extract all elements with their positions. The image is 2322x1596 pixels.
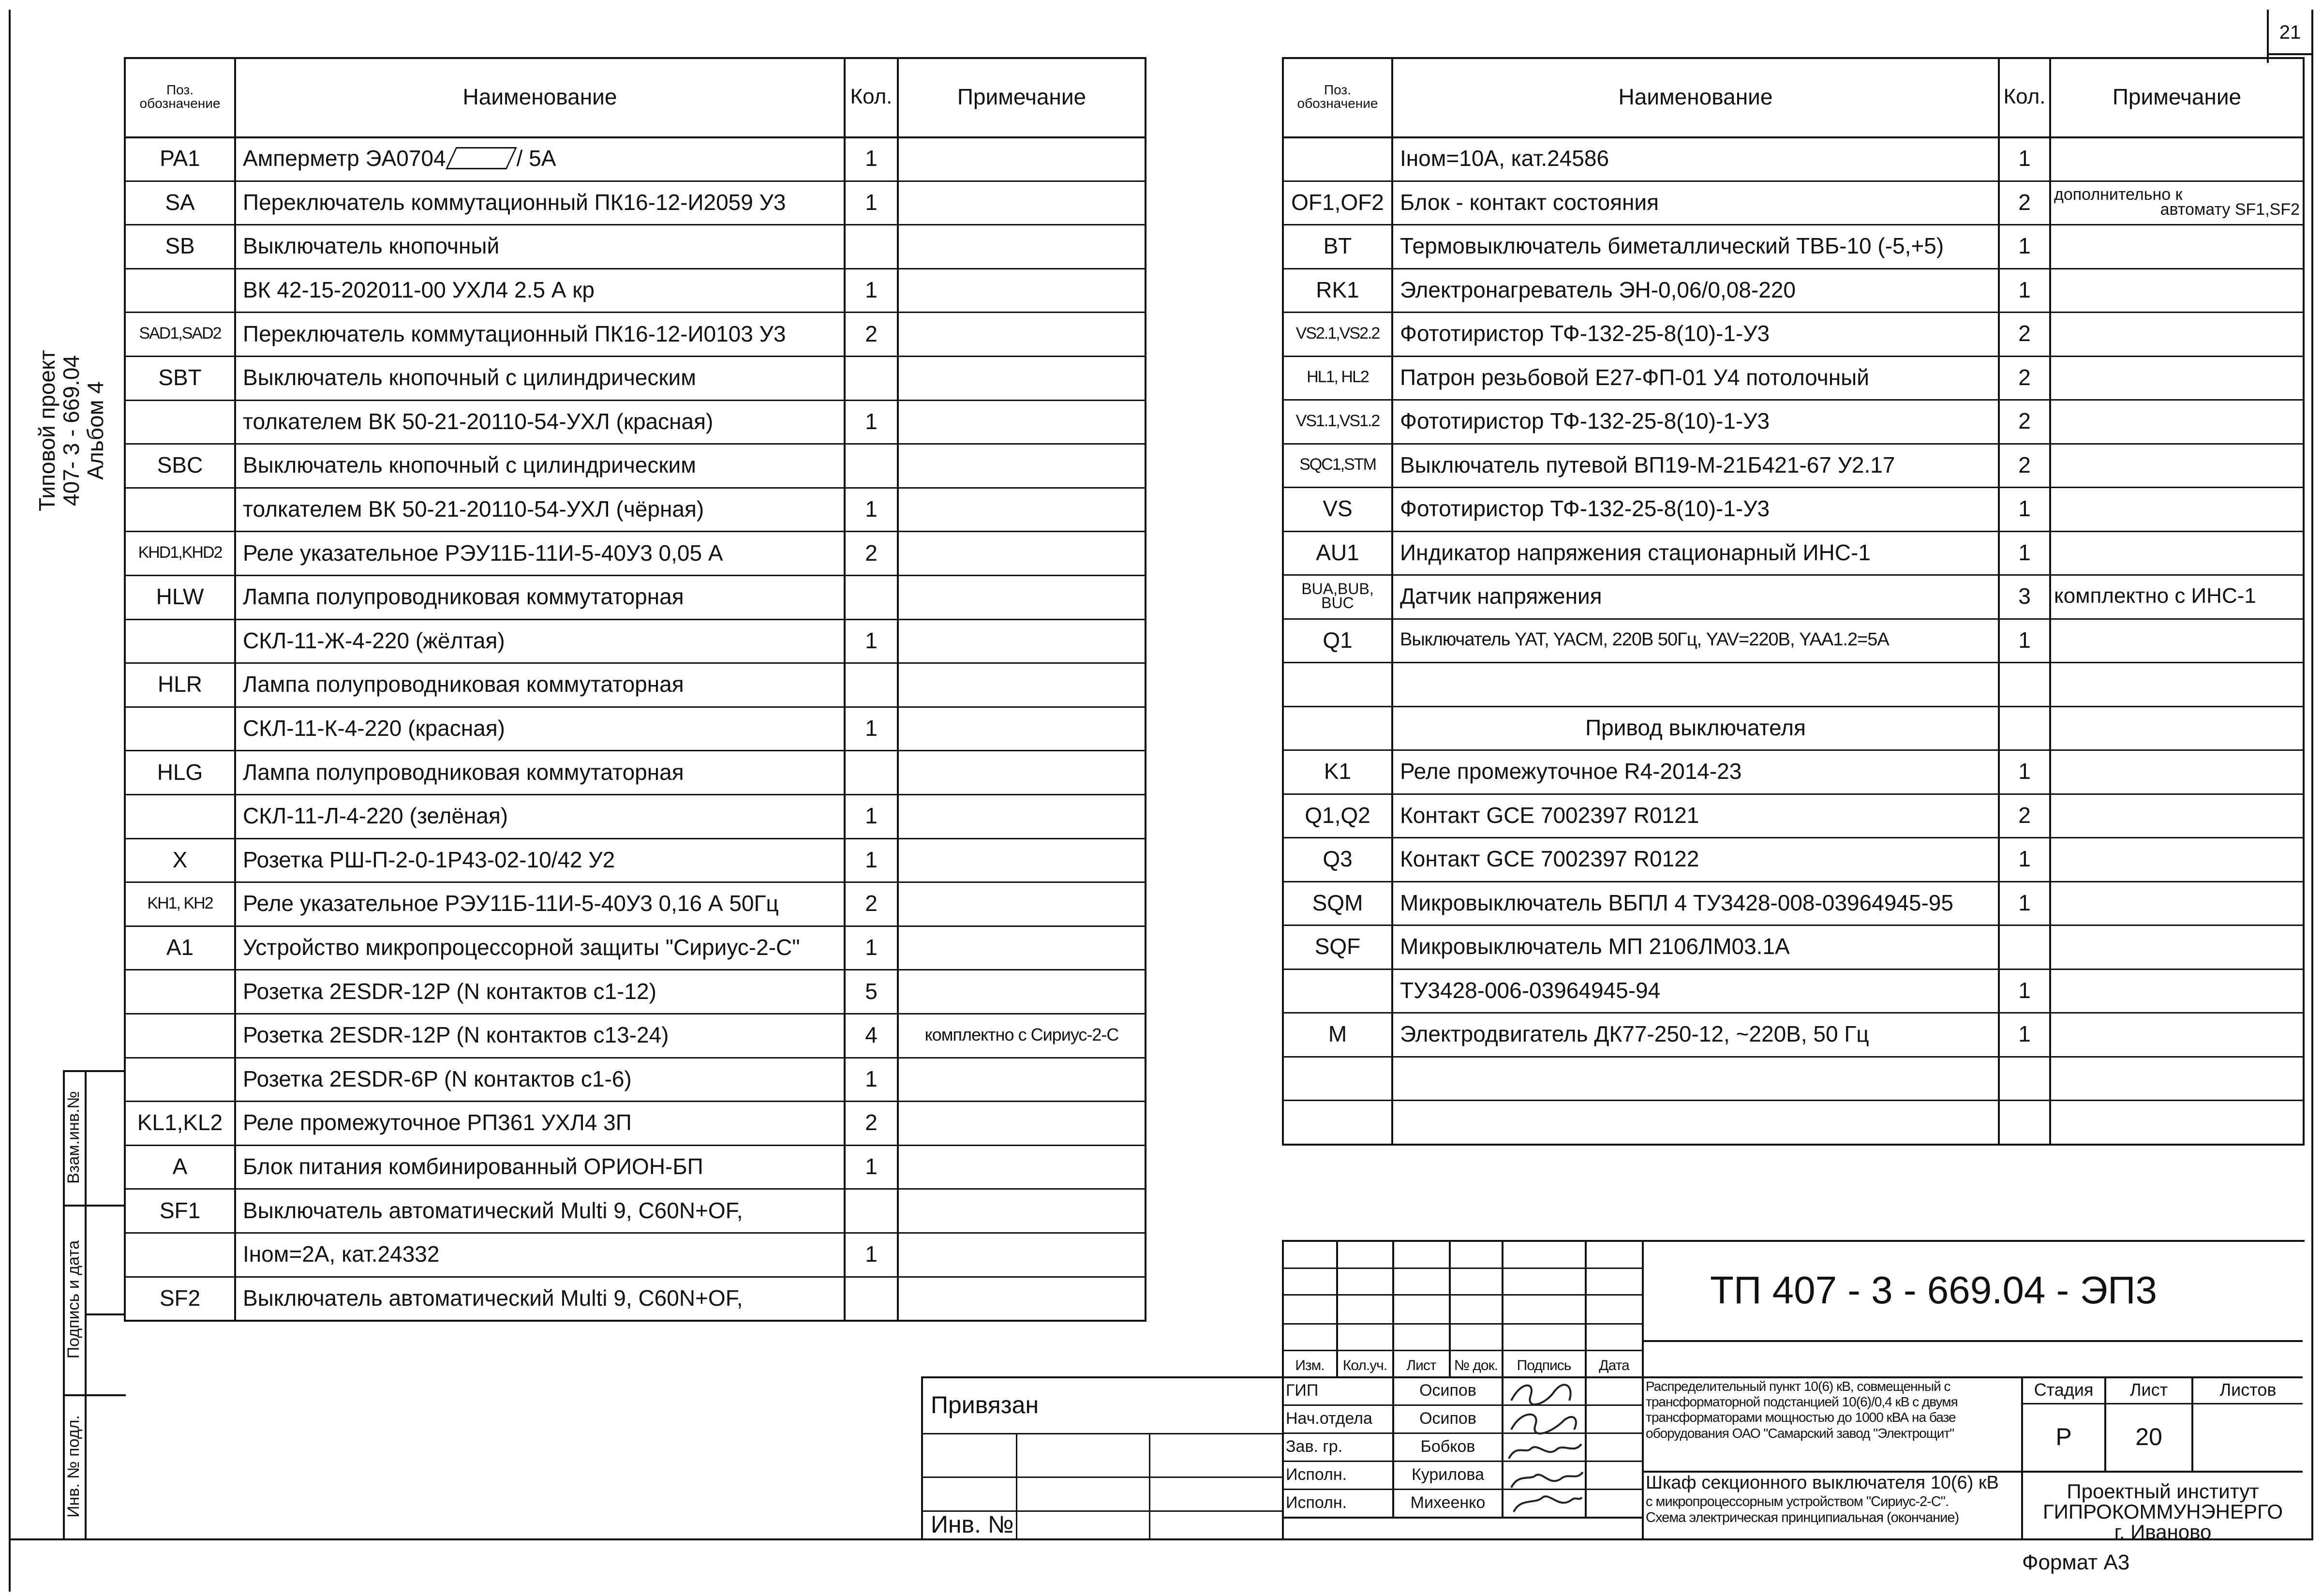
row-name: Привод выключателя bbox=[1585, 715, 1806, 740]
row-note bbox=[2051, 881, 2303, 925]
row-name: Выключатель автоматический Multi 9, C60N+OF, bbox=[243, 1197, 743, 1223]
row-name bbox=[1393, 1100, 1998, 1144]
frame-bottom-line bbox=[9, 1538, 2313, 1540]
row-note bbox=[899, 619, 1145, 663]
code-row-line bbox=[1642, 1340, 2303, 1342]
format-label: Формат А3 bbox=[2022, 1551, 2130, 1574]
role-label: Исполн. bbox=[1286, 1465, 1347, 1484]
row-pos: SQC1,STM bbox=[1299, 455, 1376, 474]
row-name: Выключатель кнопочный с цилиндрическим bbox=[243, 452, 696, 478]
row-note bbox=[899, 794, 1145, 838]
header-pos-line2: обозначение bbox=[139, 96, 221, 111]
role-row-line bbox=[1282, 1517, 1642, 1519]
header-name: Наименование bbox=[462, 84, 617, 109]
row-pos bbox=[1284, 706, 1391, 750]
row-qty: 1 bbox=[865, 189, 878, 215]
sheet-title bbox=[1646, 1473, 2019, 1537]
row-pos: SF1 bbox=[159, 1197, 201, 1223]
sheets-label: Листов bbox=[2219, 1379, 2277, 1400]
row-qty: 1 bbox=[865, 627, 878, 653]
title-col-header: Лист bbox=[1406, 1357, 1436, 1373]
row-name: Электродвигатель ДК77-250-12, ~220В, 50 Гц bbox=[1400, 1021, 1869, 1047]
role-label: ГИП bbox=[1286, 1381, 1319, 1400]
row-qty: 2 bbox=[865, 540, 878, 566]
row-name: Розетка 2ESDR-12P (N контактов c1-12) bbox=[243, 978, 656, 1004]
signature-scribbles bbox=[1502, 1376, 1585, 1517]
row-name: Микровыключатель МП 2106ЛМ03.1А bbox=[1400, 934, 1790, 959]
row-qty: 2 bbox=[865, 321, 878, 346]
row-pos bbox=[1284, 662, 1391, 706]
row-pos: KH1, KH2 bbox=[147, 894, 213, 912]
row-pos bbox=[1284, 1056, 1391, 1100]
row-qty: 2 bbox=[2018, 364, 2031, 390]
row-note bbox=[899, 180, 1145, 224]
project-description bbox=[1646, 1379, 2019, 1470]
row-note-line1: дополнительно к bbox=[2054, 185, 2183, 204]
row-pos bbox=[126, 794, 234, 838]
row-qty: 2 bbox=[865, 891, 878, 916]
row-name: Контакт GCE 7002397 R0122 bbox=[1400, 846, 1699, 872]
row-pos bbox=[126, 1232, 234, 1276]
row-pos bbox=[126, 969, 234, 1013]
row-qty: 4 bbox=[865, 1022, 878, 1048]
row-name bbox=[236, 136, 844, 180]
header-pos-line1: Поз. bbox=[1324, 82, 1351, 97]
row-qty: 1 bbox=[865, 1154, 878, 1179]
signatures bbox=[1502, 1376, 1585, 1517]
row-pos: K1 bbox=[1324, 759, 1352, 784]
column-line bbox=[1145, 57, 1146, 1320]
row-qty: 1 bbox=[2018, 496, 2031, 522]
header-name: Наименование bbox=[1618, 84, 1773, 109]
row-pos: HLR bbox=[157, 671, 203, 697]
row-pos: SBT bbox=[158, 365, 202, 390]
row-pos: VS2.1,VS2.2 bbox=[1295, 324, 1380, 343]
row-pos bbox=[126, 1013, 234, 1057]
row-pos: VS1.1,VS1.2 bbox=[1295, 411, 1380, 430]
row-pos: OF1,OF2 bbox=[1291, 189, 1384, 215]
row-pos bbox=[126, 619, 234, 663]
row-pos bbox=[1284, 969, 1391, 1013]
role-name: Бобков bbox=[1420, 1437, 1475, 1456]
row-note bbox=[899, 575, 1145, 619]
role-name: Курилова bbox=[1411, 1465, 1485, 1484]
row-note bbox=[899, 136, 1145, 180]
row-note bbox=[2051, 662, 2303, 706]
row-qty: 1 bbox=[2018, 277, 2031, 302]
row-note bbox=[899, 356, 1145, 400]
row-qty: 1 bbox=[2018, 890, 2031, 915]
row-note bbox=[2051, 531, 2303, 575]
title-col-header: Дата bbox=[1599, 1357, 1629, 1373]
row-note bbox=[899, 750, 1145, 794]
row-qty bbox=[2000, 706, 2049, 750]
row-name: Микровыключатель ВБПЛ 4 ТУ3428-008-03964945-95 bbox=[1400, 890, 1953, 915]
row-qty: 1 bbox=[865, 496, 878, 522]
row-qty: 2 bbox=[2018, 802, 2031, 828]
role-label: Зав. гр. bbox=[1286, 1437, 1343, 1456]
row-qty: 1 bbox=[2018, 977, 2031, 1003]
row-qty: 1 bbox=[2018, 233, 2031, 259]
row-pos-line1: BUA,BUB, bbox=[1301, 580, 1374, 598]
row-qty: 5 bbox=[865, 978, 878, 1004]
privyazan-row-line bbox=[921, 1477, 1282, 1478]
row-name: Датчик напряжения bbox=[1400, 583, 1602, 609]
side-project-line-3: Альбом 4 bbox=[83, 381, 108, 480]
row-note bbox=[2051, 180, 2303, 224]
sheet-title-line: Шкаф секционного выключателя 10(6) кВ bbox=[1646, 1473, 1999, 1493]
row-qty: 2 bbox=[2018, 321, 2031, 346]
row-note bbox=[899, 925, 1145, 970]
row-qty bbox=[2000, 662, 2049, 706]
title-col-header: № док. bbox=[1454, 1357, 1498, 1373]
role-name: Осипов bbox=[1419, 1381, 1476, 1400]
title-col-header: Подпись bbox=[1517, 1357, 1571, 1373]
role-col-line bbox=[1449, 1355, 1451, 1376]
row-pos: SF2 bbox=[159, 1285, 201, 1311]
row-name: Выключатель кнопочный bbox=[243, 233, 500, 259]
row-qty bbox=[846, 356, 897, 400]
row-name: Выключатель YAT, YACM, 220В 50Гц, YAV=220В, YAA1.2=5А bbox=[1400, 629, 1889, 650]
row-name: толкателем ВК 50-21-20110-54-УХЛ (красная) bbox=[243, 408, 714, 434]
row-qty bbox=[846, 1188, 897, 1232]
header-pos-line2: обозначение bbox=[1297, 96, 1378, 111]
organization-line: Проектный институт bbox=[2067, 1480, 2259, 1503]
row-qty: 1 bbox=[2018, 759, 2031, 784]
row-name: Реле указательное РЭУ11Б-11И-5-40У3 0,16 А 50Гц bbox=[243, 891, 779, 916]
row-note bbox=[2051, 356, 2303, 400]
privyazan-col-line bbox=[1149, 1433, 1150, 1538]
row-name: Переключатель коммутационный ПК16-12-И2059 У3 bbox=[243, 189, 786, 215]
row-pos: Q1 bbox=[1323, 627, 1353, 653]
row-qty: 1 bbox=[865, 146, 878, 171]
side-project-line-1: Типовой проект bbox=[34, 350, 60, 511]
row-name: толкателем ВК 50-21-20110-54-УХЛ (чёрная) bbox=[243, 496, 704, 522]
row-note bbox=[899, 1101, 1145, 1145]
grid-row-line bbox=[1282, 1350, 1642, 1351]
grid-row-line bbox=[1282, 1294, 1642, 1296]
row-qty: 1 bbox=[2018, 627, 2031, 653]
row-name: ТУ3428-006-03964945-94 bbox=[1400, 977, 1661, 1003]
row-name: Выключатель кнопочный с цилиндрическим bbox=[243, 365, 696, 390]
row-name: Фототиристор ТФ-132-25-8(10)-1-У3 bbox=[1400, 408, 1770, 434]
row-qty: 2 bbox=[2018, 408, 2031, 434]
row-note bbox=[2051, 268, 2303, 312]
row-qty: 2 bbox=[865, 1110, 878, 1135]
row-name: Розетка 2ESDR-6P (N контактов c1-6) bbox=[243, 1066, 632, 1091]
row-qty: 1 bbox=[2018, 539, 2031, 565]
role-label: Исполн. bbox=[1286, 1493, 1347, 1512]
row-pos: SAD1,SAD2 bbox=[139, 324, 221, 343]
row-note bbox=[2051, 706, 2303, 750]
row-note bbox=[899, 1145, 1145, 1189]
row-note bbox=[899, 531, 1145, 575]
organization bbox=[2023, 1471, 2303, 1538]
description-line: оборудования ОАО "Самарский завод "Электрощит" bbox=[1646, 1425, 1954, 1441]
row-note bbox=[2051, 1012, 2303, 1056]
row-name bbox=[1393, 1056, 1998, 1100]
row-qty bbox=[846, 750, 897, 794]
row-pos bbox=[126, 268, 234, 312]
row-pos: HLW bbox=[156, 584, 204, 610]
row-name: Реле указательное РЭУ11Б-11И-5-40У3 0,05 А bbox=[243, 540, 723, 566]
row-note bbox=[2051, 969, 2303, 1013]
privyazan-row-line bbox=[921, 1433, 1282, 1434]
row-qty bbox=[846, 443, 897, 487]
row-name: ВК 42-15-202011-00 УХЛ4 2.5 А кр bbox=[243, 277, 595, 303]
row-qty bbox=[2000, 925, 2049, 969]
row-note bbox=[2051, 749, 2303, 793]
row-pos bbox=[126, 706, 234, 750]
sheet-title-line: Схема электрическая принципиальная (окончание) bbox=[1646, 1510, 1959, 1526]
row-note bbox=[899, 1057, 1145, 1101]
row-note bbox=[899, 268, 1145, 312]
row-name: Патрон резьбовой Е27-ФП-01 У4 потолочный bbox=[1400, 364, 1869, 390]
row-name-text: Амперметр ЭА0704 bbox=[243, 146, 446, 171]
row-name: СКЛ-11-Ж-4-220 (жёлтая) bbox=[243, 627, 505, 653]
row-name: Розетка 2ESDR-12P (N контактов c13-24) bbox=[243, 1022, 669, 1048]
row-note bbox=[899, 1232, 1145, 1276]
row-note bbox=[2051, 136, 2303, 180]
row-note bbox=[2051, 487, 2303, 531]
organization-line: ГИПРОКОММУНЭНЕРГО bbox=[2042, 1500, 2283, 1523]
page-number: 21 bbox=[2279, 21, 2301, 43]
row-line bbox=[1282, 1144, 2305, 1146]
row-name: Лампа полупроводниковая коммутаторная bbox=[243, 759, 684, 785]
row-qty: 1 bbox=[2018, 846, 2031, 872]
row-pos: SQF bbox=[1314, 934, 1361, 959]
row-qty: 2 bbox=[2018, 189, 2031, 215]
privyazan-box-line bbox=[921, 1376, 923, 1538]
row-pos bbox=[126, 1057, 234, 1101]
grid-row-line bbox=[1282, 1323, 1642, 1325]
row-pos bbox=[126, 487, 234, 531]
row-qty: 1 bbox=[865, 803, 878, 829]
description-line: трансформаторами мощностью до 1000 кВА на базе bbox=[1646, 1410, 1956, 1425]
row-qty bbox=[846, 575, 897, 619]
header-pos-line1: Поз. bbox=[166, 82, 194, 97]
row-note bbox=[2051, 1056, 2303, 1100]
row-name: Реле промежуточное РП361 УХЛ4 3П bbox=[243, 1110, 632, 1135]
row-qty: 1 bbox=[865, 1241, 878, 1267]
row-note bbox=[2051, 312, 2303, 356]
header-note: Примечание bbox=[2112, 84, 2242, 109]
header-pos bbox=[126, 57, 234, 136]
row-pos: Q3 bbox=[1323, 846, 1353, 872]
column-line bbox=[2303, 57, 2305, 1144]
row-pos bbox=[1284, 1100, 1391, 1144]
row-name: Переключатель коммутационный ПК16-12-И0103 У3 bbox=[243, 321, 786, 346]
row-note bbox=[2051, 399, 2303, 443]
row-note bbox=[899, 662, 1145, 706]
privyazan-label: Привязан bbox=[931, 1391, 1039, 1418]
row-qty: 1 bbox=[865, 716, 878, 741]
row-name: Блок - контакт состояния bbox=[1400, 189, 1659, 215]
row-pos: M bbox=[1328, 1021, 1347, 1047]
title-col-header: Изм. bbox=[1295, 1357, 1325, 1373]
row-pos: A bbox=[172, 1154, 188, 1179]
side-stamp-label: Инв. № подл. bbox=[64, 1415, 83, 1518]
row-qty: 1 bbox=[2018, 1021, 2031, 1047]
row-pos: BT bbox=[1323, 233, 1352, 259]
row-name: Iном=10А, кат.24586 bbox=[1400, 146, 1609, 171]
row-name: Реле промежуточное R4-2014-23 bbox=[1400, 759, 1742, 784]
row-qty bbox=[846, 1276, 897, 1320]
row-name: Iном=2А, кат.24332 bbox=[243, 1241, 440, 1267]
role-label: Нач.отдела bbox=[1286, 1409, 1372, 1428]
row-note bbox=[2051, 1100, 2303, 1144]
stage-label: Стадия bbox=[2034, 1379, 2094, 1400]
row-note: комплектно с ИНС-1 bbox=[2054, 584, 2256, 608]
row-pos: Q1,Q2 bbox=[1305, 802, 1370, 828]
row-name: СКЛ-11-Л-4-220 (зелёная) bbox=[243, 803, 508, 829]
row-note bbox=[899, 400, 1145, 444]
row-pos: SB bbox=[165, 233, 195, 259]
row-pos: SBC bbox=[157, 452, 203, 478]
page-number-underline bbox=[2267, 53, 2313, 55]
row-note bbox=[2051, 837, 2303, 881]
row-qty bbox=[2000, 1056, 2049, 1100]
row-name: Индикатор напряжения стационарный ИНС-1 bbox=[1400, 539, 1871, 565]
row-note bbox=[899, 1276, 1145, 1320]
role-name: Осипов bbox=[1419, 1409, 1476, 1428]
row-note bbox=[899, 224, 1145, 268]
title-col-header: Кол.уч. bbox=[1342, 1357, 1387, 1373]
row-name: Выключатель автоматический Multi 9, C60N+OF, bbox=[243, 1285, 743, 1311]
row-note bbox=[2051, 793, 2303, 837]
frame-left-line bbox=[9, 10, 11, 1592]
sheet-label: Лист bbox=[2129, 1379, 2168, 1400]
row-note bbox=[899, 312, 1145, 356]
organization-line: г. Иваново bbox=[2114, 1521, 2212, 1538]
row-qty: 2 bbox=[2018, 452, 2031, 477]
row-note bbox=[899, 969, 1145, 1013]
row-note bbox=[899, 487, 1145, 531]
ammeter-range-box bbox=[446, 147, 517, 169]
row-name: Лампа полупроводниковая коммутаторная bbox=[243, 584, 684, 610]
role-name: Михеенко bbox=[1410, 1493, 1486, 1512]
row-note bbox=[2051, 618, 2303, 662]
row-pos: SQM bbox=[1312, 890, 1363, 915]
side-stamp-label: Взам.инв.№ bbox=[64, 1091, 83, 1184]
row-line bbox=[124, 1320, 1146, 1322]
row-pos: AU1 bbox=[1316, 539, 1359, 565]
row-name: Фототиристор ТФ-132-25-8(10)-1-У3 bbox=[1400, 321, 1770, 346]
row-pos: HLG bbox=[157, 759, 203, 785]
row-name: Лампа полупроводниковая коммутаторная bbox=[243, 671, 684, 697]
row-name bbox=[1393, 662, 1998, 706]
row-qty: 1 bbox=[865, 277, 878, 303]
row-pos: X bbox=[172, 847, 188, 872]
row-pos: RK1 bbox=[1316, 277, 1359, 302]
stamp-line bbox=[63, 1538, 126, 1540]
row-pos: SA bbox=[165, 189, 195, 215]
row-note bbox=[899, 838, 1145, 882]
row-qty: 1 bbox=[2018, 146, 2031, 171]
row-pos bbox=[1284, 574, 1391, 618]
role-col-line bbox=[1585, 1376, 1587, 1517]
row-name: СКЛ-11-К-4-220 (красная) bbox=[243, 716, 505, 741]
row-note bbox=[2051, 443, 2303, 487]
row-pos: PA1 bbox=[160, 146, 200, 171]
row-name: Розетка РШ-П-2-0-1Р43-02-10/42 У2 bbox=[243, 847, 615, 872]
stamp-line bbox=[85, 1313, 126, 1315]
row-name: Термовыключатель биметаллический ТВБ-10 (-5,+5) bbox=[1400, 233, 1944, 259]
row-name: Блок питания комбинированный ОРИОН-БП bbox=[243, 1154, 703, 1179]
header-qty: Кол. bbox=[850, 85, 893, 108]
grid-row-line bbox=[1282, 1268, 1642, 1269]
description-line: трансформаторной подстанцией 10(6)/0,4 кВ с двумя bbox=[1646, 1394, 1958, 1410]
header-note: Примечание bbox=[957, 84, 1087, 109]
row-qty bbox=[846, 662, 897, 706]
row-note bbox=[899, 706, 1145, 750]
stamp-line bbox=[85, 1070, 87, 1538]
row-name: Устройство микропроцессорной защиты "Сириус-2-С" bbox=[243, 935, 800, 960]
document-code: ТП 407 - 3 - 669.04 - ЭП3 bbox=[1710, 1268, 2158, 1312]
row-note bbox=[899, 443, 1145, 487]
sheet-value: 20 bbox=[2135, 1423, 2162, 1450]
inv-no-label: Инв. № bbox=[931, 1511, 1014, 1538]
row-qty bbox=[846, 224, 897, 268]
row-qty: 1 bbox=[865, 408, 878, 434]
row-pos: A1 bbox=[166, 935, 194, 960]
row-note bbox=[899, 1188, 1145, 1232]
header-qty: Кол. bbox=[2003, 85, 2046, 108]
row-pos bbox=[126, 400, 234, 444]
row-pos-line2: BUC bbox=[1321, 594, 1354, 612]
row-note: комплектно с Сириус-2-С bbox=[924, 1025, 1119, 1045]
row-name: Фототиристор ТФ-132-25-8(10)-1-У3 bbox=[1400, 496, 1770, 522]
row-note bbox=[2051, 925, 2303, 969]
sheet-title-line: с микропроцессорным устройством "Сириус-2-С". bbox=[1646, 1493, 1949, 1509]
frame-right-line bbox=[2311, 10, 2313, 1538]
row-pos: HL1, HL2 bbox=[1307, 368, 1369, 387]
row-note bbox=[2051, 224, 2303, 268]
row-name: Выключатель путевой ВП19-М-21Б421-67 У2.17 bbox=[1400, 452, 1895, 477]
row-note bbox=[899, 881, 1145, 925]
row-qty bbox=[2000, 1100, 2049, 1144]
stage-value: Р bbox=[2055, 1423, 2072, 1450]
row-pos bbox=[1284, 136, 1391, 180]
row-qty: 1 bbox=[865, 1066, 878, 1091]
row-name: Контакт GCE 7002397 R0121 bbox=[1400, 802, 1699, 828]
row-name: Электронагреватель ЭН-0,06/0,08-220 bbox=[1400, 277, 1796, 302]
row-pos: KHD1,KHD2 bbox=[138, 543, 222, 562]
description-line: Распределительный пункт 10(6) кВ, совмещенный с bbox=[1646, 1379, 1950, 1394]
row-qty: 1 bbox=[865, 847, 878, 872]
side-stamp-label: Подпись и дата bbox=[64, 1240, 83, 1359]
row-note-line2: автомату SF1,SF2 bbox=[2160, 200, 2300, 219]
row-pos: VS bbox=[1323, 496, 1353, 522]
row-qty: 3 bbox=[2018, 583, 2031, 609]
row-qty: 1 bbox=[865, 935, 878, 960]
header-pos bbox=[1284, 57, 1391, 136]
side-project-line-2: 407- 3 - 669.04 bbox=[59, 355, 84, 507]
row-pos: KL1,KL2 bbox=[137, 1110, 223, 1135]
row-name-suffix: / 5А bbox=[516, 146, 556, 171]
